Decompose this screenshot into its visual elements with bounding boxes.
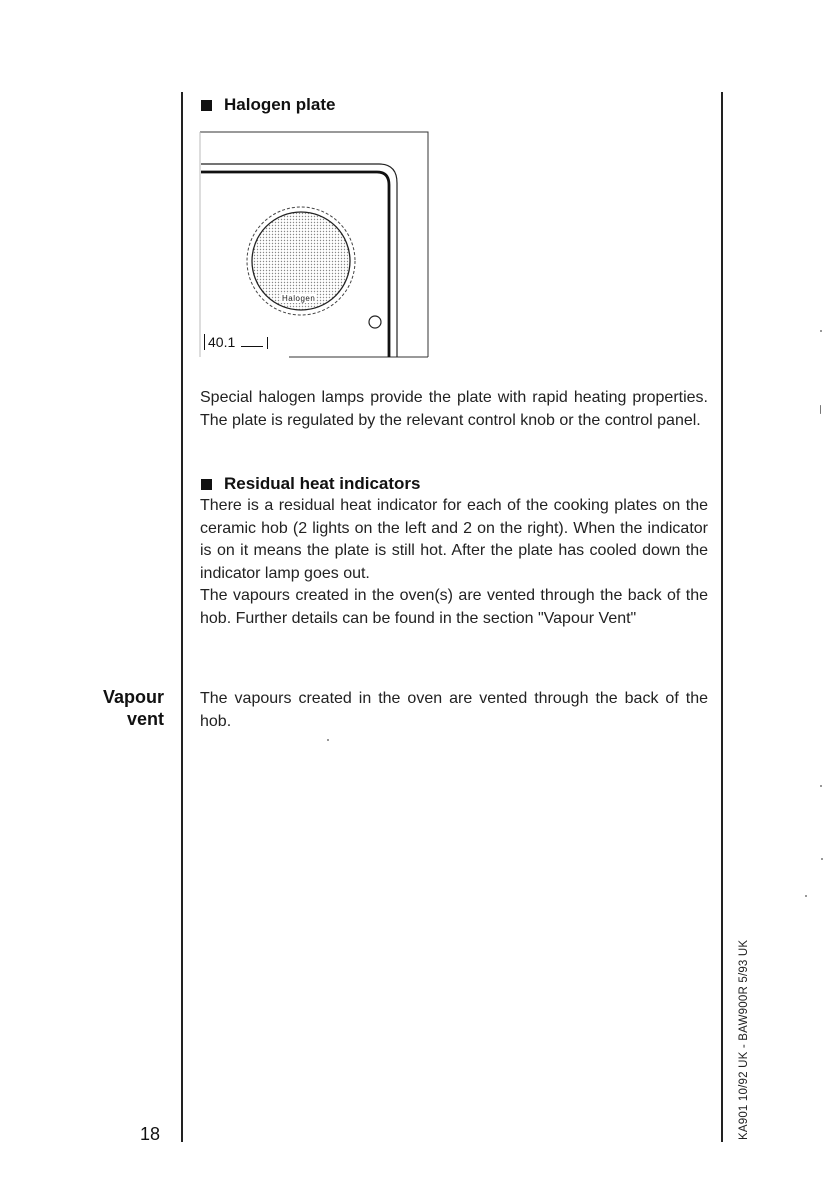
scan-speck [327,739,329,741]
scan-speck [820,330,822,332]
scan-speck [821,858,823,860]
residual-heat-text: There is a residual heat indicator for each of the cooking plates on the ceramic hob (2 lights on the left and 2 on the right). When the indicator is on it means the plate is still hot. After the plate has cooled down the indicator lamp goes out. [200,497,708,582]
hob-illustration [199,131,429,359]
page-number: 18 [140,1124,161,1144]
residual-heat-heading [201,474,421,494]
halogen-plate-heading [201,95,335,115]
scan-speck [820,785,822,787]
residual-heat-heading-text: Residual heat indicators [224,474,421,493]
side-label-line2: vent [126,709,164,729]
scan-speck [820,405,821,414]
halogen-plate-figure [199,131,429,359]
document-reference: KA901 10/92 UK - BAW900R 5/93 UK [738,939,750,1140]
bullet-icon [201,100,212,111]
side-label-line1: Vapour [102,687,164,707]
figure-number-text: 40.1 [208,334,236,350]
vapour-reference-text: The vapours created in the oven(s) are vented through the back of the hob. Further details can be found in the section "Vapour Vent" [200,587,708,627]
bullet-icon [201,479,212,490]
halogen-plate-heading-text: Halogen plate [224,95,336,114]
halogen-plate-paragraph [200,387,708,432]
scan-speck [805,895,807,897]
halogen-plate-label: Halogen [282,294,316,303]
figure-number [204,334,268,350]
residual-heat-paragraphs [200,495,708,630]
left-margin-rule [181,92,183,1142]
halogen-plate-text: Special halogen lamps provide the plate with rapid heating properties. The plate is regulated by the relevant control knob or the control panel. [200,389,708,429]
vapour-vent-text: The vapours created in the oven are vented through the back of the hob. [200,690,708,730]
vapour-vent-side-label [103,686,164,730]
right-margin-rule [721,92,723,1142]
vapour-vent-paragraph [200,688,708,733]
